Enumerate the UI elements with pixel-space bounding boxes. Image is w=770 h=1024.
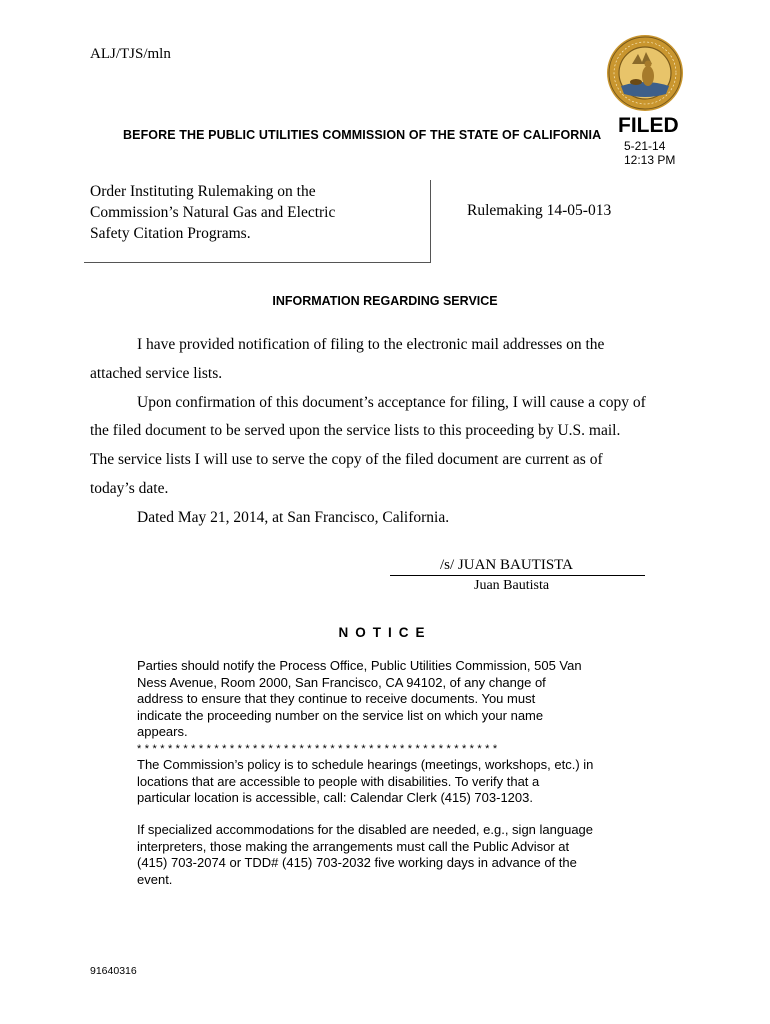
- footer-document-number: 91640316: [90, 965, 137, 977]
- notice-heading: NOTICE: [338, 625, 432, 640]
- notice-line: The Commission’s policy is to schedule hearings (meetings, workshops, etc.) in: [137, 757, 594, 772]
- notice-line: particular location is accessible, call: Calendar Clerk (415) 703-1203.: [137, 790, 533, 805]
- notice-line: (415) 703-2074 or TDD# (415) 703-2032 five working days in advance of the: [137, 855, 577, 870]
- filed-stamp-label: FILED: [618, 114, 679, 137]
- proceeding-number: Rulemaking 14-05-013: [467, 202, 612, 219]
- notice-line: Ness Avenue, Room 2000, San Francisco, CA 94102, of any change of: [137, 674, 546, 690]
- document-code: ALJ/TJS/mln: [90, 46, 171, 62]
- caption-line: Safety Citation Programs.: [90, 225, 251, 242]
- filed-stamp-time: 12:13 PM: [624, 153, 676, 167]
- filed-stamp-date: 5-21-14: [624, 139, 666, 153]
- state-seal-icon: [606, 34, 684, 112]
- caption-title: [90, 181, 420, 244]
- commission-title: BEFORE THE PUBLIC UTILITIES COMMISSION OF THE STATE OF CALIFORNIA: [123, 128, 602, 142]
- body-line: Upon confirmation of this document’s acceptance for filing, I will cause a copy of: [137, 394, 646, 411]
- signer-name: Juan Bautista: [474, 578, 550, 593]
- notice-paragraph: [137, 658, 637, 807]
- notice-line: address to ensure that they continue to receive documents. You must: [137, 691, 536, 706]
- caption-line: Order Instituting Rulemaking on the: [90, 183, 316, 200]
- body-line: the filed document to be served upon the service lists to this proceeding by U.S. mail.: [90, 422, 621, 439]
- body-line: The service lists I will use to serve the copy of the filed document are current as of: [90, 451, 603, 468]
- body-line: attached service lists.: [90, 365, 223, 382]
- notice-line: event.: [137, 871, 173, 887]
- notice-line: If specialized accommodations for the disabled are needed, e.g., sign language: [137, 822, 594, 837]
- signature-line: [390, 575, 645, 576]
- date-line: Dated May 21, 2014, at San Francisco, California.: [137, 509, 450, 526]
- notice-line: locations that are accessible to people with disabilities. To verify that a: [137, 773, 540, 789]
- notice-paragraph: [137, 822, 637, 888]
- signature: /s/ JUAN BAUTISTA: [440, 557, 573, 573]
- notice-separator: * * * * * * * * * * * * * * * * * * * * * * * * * * * * * * * * * * * * * * * * * * * * * * *: [137, 742, 498, 755]
- notice-line: indicate the proceeding number on the service list on which your name: [137, 707, 544, 723]
- notice-line: Parties should notify the Process Office, Public Utilities Commission, 505 Van: [137, 658, 582, 673]
- document-heading: INFORMATION REGARDING SERVICE: [272, 294, 498, 308]
- body-line: I have provided notification of filing to the electronic mail addresses on the: [137, 336, 605, 353]
- notice-line: interpreters, those making the arrangements must call the Public Advisor at: [137, 838, 570, 854]
- caption-line: Commission’s Natural Gas and Electric: [90, 204, 336, 221]
- notice-line: appears.: [137, 724, 188, 739]
- body-line: today’s date.: [90, 480, 169, 497]
